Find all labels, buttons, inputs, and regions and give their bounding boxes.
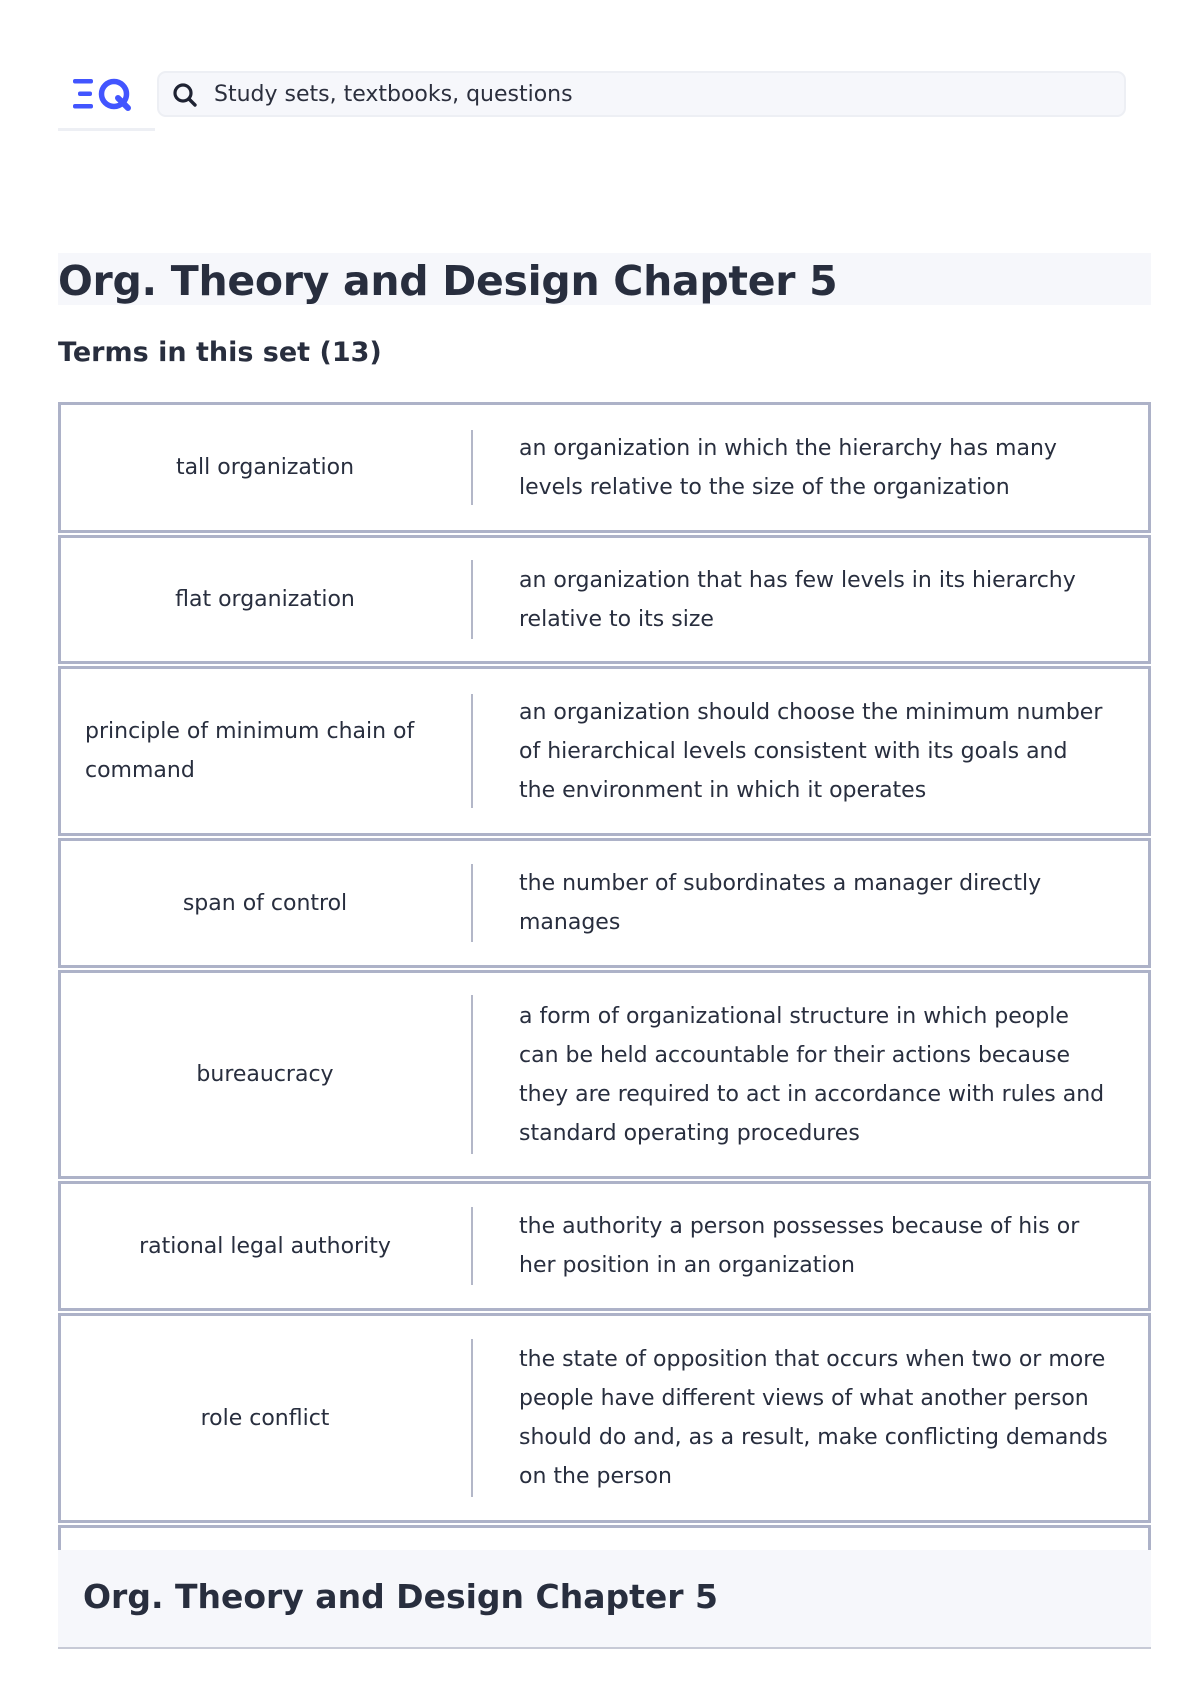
- term-word: [61, 1528, 469, 1550]
- term-card[interactable]: [58, 1525, 1151, 1550]
- term-word: tall organization: [175, 455, 355, 480]
- term-card[interactable]: [58, 1313, 1151, 1523]
- page-title: Org. Theory and Design Chapter 5: [58, 257, 838, 305]
- term-divider: [471, 864, 473, 942]
- term-word: bureaucracy: [196, 1062, 334, 1087]
- term-card[interactable]: [58, 666, 1151, 836]
- term-word: principle of minimum chain of command: [85, 719, 415, 783]
- term-divider: [471, 430, 473, 505]
- terms-count-heading: Terms in this set (13): [58, 337, 382, 368]
- search-input[interactable]: [214, 73, 1094, 115]
- term-divider: [471, 995, 473, 1154]
- logo-underline: [58, 128, 155, 131]
- term-definition: [519, 1528, 1108, 1550]
- term-definition: an organization should choose the minimum number of hierarchical levels consistent with its goals and the environment in which it operates: [519, 699, 1103, 803]
- terms-list[interactable]: [58, 402, 1151, 1550]
- term-divider: [471, 560, 473, 639]
- footer-band: [58, 1550, 1151, 1649]
- term-definition: the number of subordinates a manager directly manages: [519, 871, 1042, 935]
- term-word: rational legal authority: [139, 1233, 391, 1259]
- quizlet-logo-icon[interactable]: [73, 76, 135, 114]
- term-card[interactable]: [58, 838, 1151, 968]
- search-bar[interactable]: [157, 71, 1126, 117]
- term-definition: the authority a person possesses because of his or her position in an organization: [519, 1214, 1080, 1278]
- term-word: role conflict: [200, 1405, 330, 1431]
- term-definition: an organization that has few levels in its hierarchy relative to its size: [519, 567, 1076, 632]
- term-divider: [471, 694, 473, 808]
- footer-title: Org. Theory and Design Chapter 5: [83, 1577, 718, 1616]
- term-card[interactable]: [58, 970, 1151, 1179]
- term-divider: [471, 1339, 473, 1497]
- term-word: flat organization: [175, 587, 355, 612]
- term-definition: an organization in which the hierarchy has many levels relative to the size of the organization: [519, 435, 1057, 500]
- term-card[interactable]: [58, 535, 1151, 664]
- term-definition: the state of opposition that occurs when two or more people have different views of what another person should do and, as a result, make conflicting demands on the person: [519, 1347, 1108, 1489]
- term-word: span of control: [182, 890, 348, 916]
- term-definition: a form of organizational structure in which people can be held accountable for their actions because they are required to act in accordance with rules and standard operating procedures: [519, 1003, 1105, 1146]
- search-icon: [172, 82, 198, 108]
- term-divider: [471, 1207, 473, 1285]
- term-card[interactable]: [58, 1181, 1151, 1311]
- term-card[interactable]: [58, 402, 1151, 533]
